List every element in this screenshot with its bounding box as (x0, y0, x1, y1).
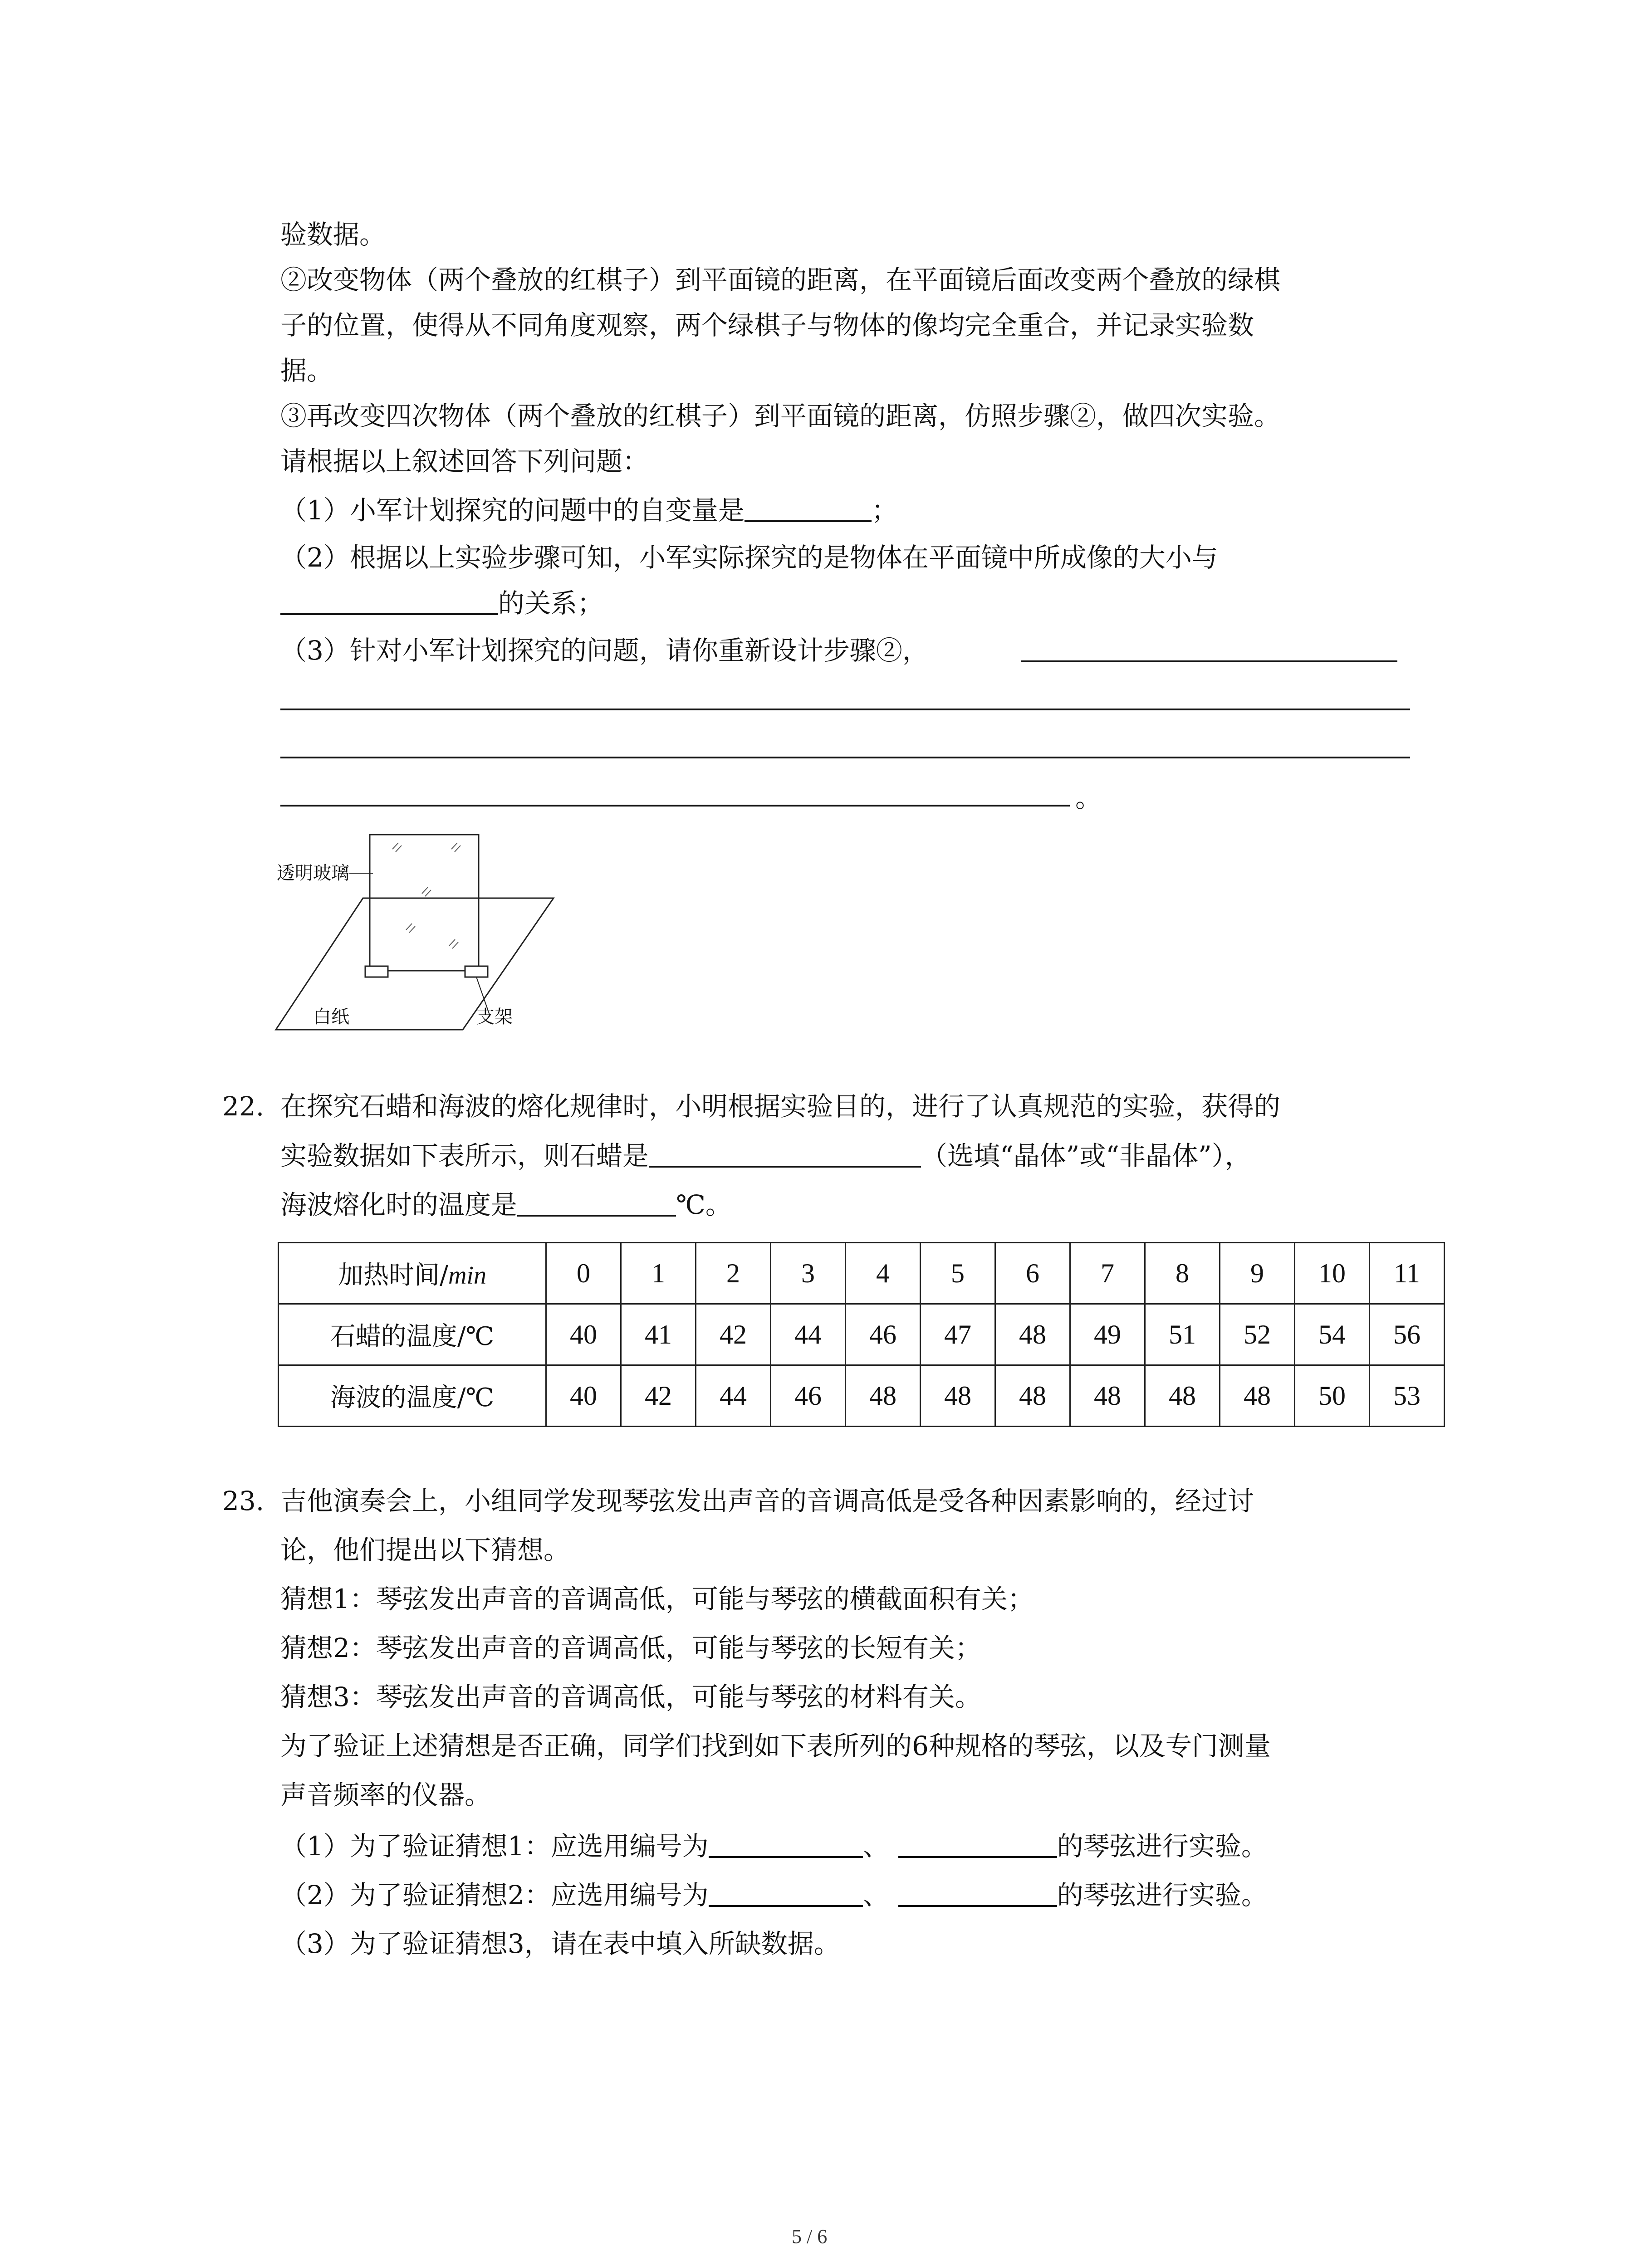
answer-blank[interactable] (709, 1882, 863, 1907)
table-cell: 3 (771, 1243, 846, 1304)
table-cell: 42 (696, 1304, 771, 1365)
table-cell: 44 (696, 1365, 771, 1427)
q23-sub2: （2）为了验证猜想2：应选用编号为 、 的琴弦进行实验。 (280, 1880, 1268, 1911)
stand-shape (465, 966, 488, 977)
table-cell: 5 (921, 1243, 995, 1304)
q21-sub2: （2）根据以上实验步骤可知，小军实际探究的是物体在平面镜中所成像的大小与 (280, 542, 1218, 573)
answer-blank[interactable] (898, 1833, 1057, 1858)
table-cell: 48 (921, 1365, 995, 1427)
table-cell: 40 (546, 1365, 621, 1427)
q21-sub2-cont: 的关系； (280, 590, 603, 616)
table-cell: 40 (546, 1304, 621, 1365)
table-cell: 46 (846, 1304, 921, 1365)
table-cell: 56 (1370, 1304, 1445, 1365)
table-cell: 10 (1295, 1243, 1370, 1304)
table-cell: 7 (1070, 1243, 1145, 1304)
table-cell: 47 (921, 1304, 995, 1365)
answer-blank[interactable] (649, 1142, 921, 1168)
question-number: 22. (222, 1091, 265, 1122)
q21-line-1: 验数据。 (280, 219, 386, 250)
table-cell: 44 (771, 1304, 846, 1365)
answer-line[interactable] (280, 709, 1410, 710)
table-cell: 4 (846, 1243, 921, 1304)
table-row (279, 1304, 1445, 1365)
q21-sub1: （1）小军计划探究的问题中的自变量是 ； (280, 495, 898, 526)
melting-data-table (278, 1242, 1445, 1427)
table-cell: 41 (621, 1304, 696, 1365)
table-cell: 51 (1145, 1304, 1220, 1365)
q21-line-3: 子的位置，使得从不同角度观察，两个绿棋子与物体的像均完全重合，并记录实验数 (280, 310, 1254, 341)
table-cell: 6 (995, 1243, 1070, 1304)
table-cell: 54 (1295, 1304, 1370, 1365)
figure-label-paper: 白纸 (313, 1007, 349, 1027)
q23-line-2: 论，他们提出以下猜想。 (280, 1535, 570, 1565)
table-cell: 9 (1220, 1243, 1295, 1304)
table-row (279, 1365, 1445, 1427)
q21-sub3-end: 。 (1075, 782, 1102, 813)
table-cell: 48 (995, 1365, 1070, 1427)
table-cell: 11 (1370, 1243, 1445, 1304)
table-cell: 42 (621, 1365, 696, 1427)
q21-line-4: 据。 (280, 355, 333, 386)
question-number: 23. (222, 1486, 265, 1516)
glass-hatch-marks (392, 843, 460, 948)
answer-blank[interactable] (517, 1191, 676, 1217)
table-cell: 0 (546, 1243, 621, 1304)
glass-plate-shape (370, 835, 479, 971)
table-cell: 8 (1145, 1243, 1220, 1304)
q23-line-6: 为了验证上述猜想是否正确，同学们找到如下表所列的6种规格的琴弦，以及专门测量 (280, 1730, 1271, 1761)
answer-blank[interactable] (745, 497, 872, 522)
table-cell: 48 (1145, 1365, 1220, 1427)
q21-sub3: （3）针对小军计划探究的问题，请你重新设计步骤②， (280, 635, 929, 666)
table-cell: 53 (1370, 1365, 1445, 1427)
answer-blank[interactable] (280, 590, 498, 615)
q21-line-2: ②改变物体（两个叠放的红棋子）到平面镜的距离，在平面镜后面改变两个叠放的绿棋 (280, 264, 1281, 295)
table-cell: 49 (1070, 1304, 1145, 1365)
answer-blank[interactable] (898, 1882, 1057, 1907)
q23-sub3: （3）为了验证猜想3，请在表中填入所缺数据。 (280, 1928, 840, 1959)
stand-shape (365, 966, 388, 977)
page-number: 5 / 6 (792, 2225, 828, 2248)
row-label-paraffin: 石蜡的温度/℃ (279, 1304, 546, 1365)
q21-line-6: 请根据以上叙述回答下列问题： (280, 446, 649, 477)
q22-line-3: 海波熔化时的温度是 ℃。 (280, 1189, 732, 1220)
q23-line-1: 吉他演奏会上，小组同学发现琴弦发出声音的音调高低是受各种因素影响的，经过讨 (280, 1486, 1254, 1516)
table-header-time: 加热时间/min (279, 1243, 546, 1304)
answer-blank[interactable] (709, 1833, 863, 1858)
q22-line-1: 在探究石蜡和海波的熔化规律时，小明根据实验目的，进行了认真规范的实验，获得的 (280, 1091, 1281, 1122)
figure-label-glass: 透明玻璃 (277, 863, 349, 884)
row-label-hypo: 海波的温度/℃ (279, 1365, 546, 1427)
table-cell: 48 (995, 1304, 1070, 1365)
mirror-experiment-figure (272, 816, 590, 1043)
table-cell: 2 (696, 1243, 771, 1304)
q23-line-3: 猜想1：琴弦发出声音的音调高低，可能与琴弦的横截面积有关； (280, 1584, 1034, 1614)
table-cell: 48 (846, 1365, 921, 1427)
table-cell: 50 (1295, 1365, 1370, 1427)
figure-label-stand: 支架 (476, 1007, 513, 1027)
q22-line-2: 实验数据如下表所示，则石蜡是 （选填“晶体”或“非晶体”）， (280, 1140, 1251, 1171)
q21-line-5: ③再改变四次物体（两个叠放的红棋子）到平面镜的距离，仿照步骤②，做四次实验。 (280, 401, 1281, 431)
q23-sub1: （1）为了验证猜想1：应选用编号为 、 的琴弦进行实验。 (280, 1831, 1268, 1862)
table-cell: 48 (1070, 1365, 1145, 1427)
table-cell: 46 (771, 1365, 846, 1427)
q23-line-7: 声音频率的仪器。 (280, 1779, 491, 1810)
table-cell: 52 (1220, 1304, 1295, 1365)
q23-line-5: 猜想3：琴弦发出声音的音调高低，可能与琴弦的材料有关。 (280, 1681, 981, 1712)
answer-line[interactable] (280, 757, 1410, 758)
answer-line[interactable] (1021, 660, 1397, 662)
table-cell: 1 (621, 1243, 696, 1304)
q23-line-4: 猜想2：琴弦发出声音的音调高低，可能与琴弦的长短有关； (280, 1633, 981, 1663)
table-cell: 48 (1220, 1365, 1295, 1427)
answer-line[interactable] (280, 805, 1070, 807)
table-row (279, 1243, 1445, 1304)
